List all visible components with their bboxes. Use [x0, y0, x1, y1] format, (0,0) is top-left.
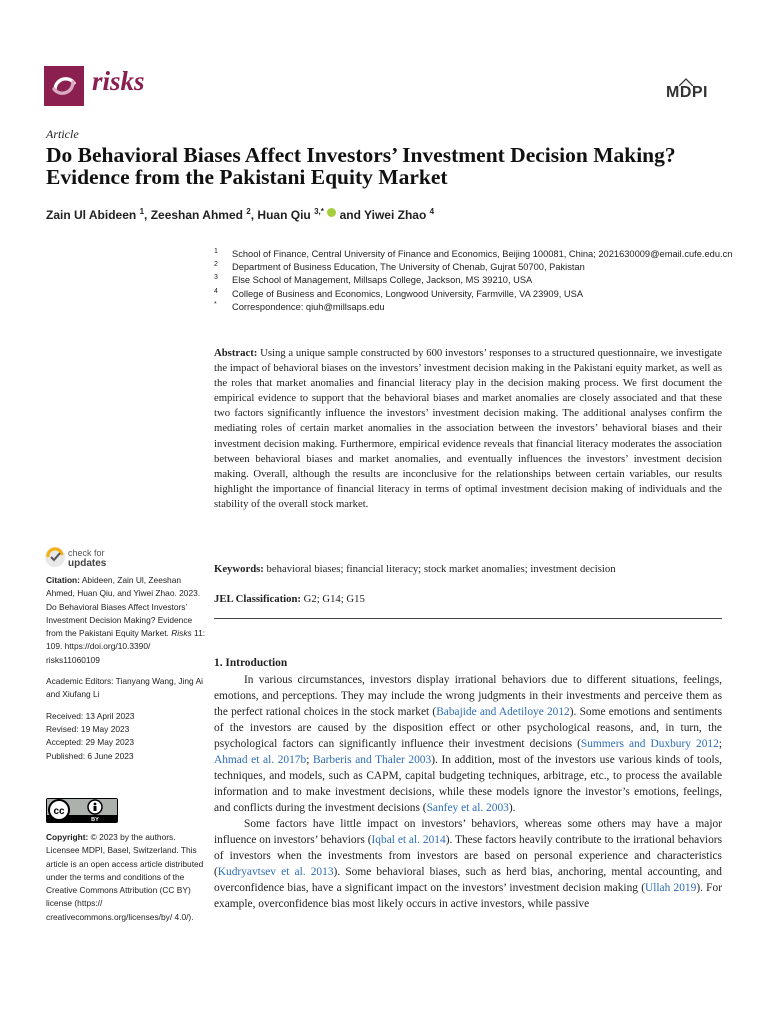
body-text: In various circumstances, investors display irrational behaviors due to different situations, feelings, emotions, and perceptions. They may include the wrong judgments in their investments and perceive them as the perfect rational choices in the stock market ( [214, 674, 722, 718]
check-for-updates-label[interactable] [68, 548, 106, 569]
citation-link[interactable]: Sanfey et al. 2003 [426, 802, 509, 814]
author-name: Zeeshan Ahmed [150, 208, 243, 222]
copyright-label: Copyright: [46, 832, 89, 842]
paper-title: Do Behavioral Biases Affect Investors’ Investment Decision Making? Evidence from the Pakistani Equity Market [46, 143, 676, 189]
body-text: ; [718, 738, 722, 750]
check-for-updates-icon[interactable] [44, 546, 66, 568]
author-affiliation-ref: 2 [246, 207, 251, 216]
svg-text:cc: cc [53, 806, 65, 817]
body-text: ). In addition, most of the investors use various kinds of tools, techniques, and models, such as CAPM, capital budgeting techniques, arbitrage, etc., to process the available information and to make investment decisions, while these models ignore the investor’s emotions, feelings, and conflicts during the investment decisions ( [214, 754, 722, 814]
revised-date: Revised: 19 May 2023 [46, 723, 130, 734]
affiliation-number: 1 [214, 248, 218, 255]
copyright-notice [46, 831, 204, 924]
author-affiliation-ref: 4 [429, 207, 435, 216]
received-date: Received: 13 April 2023 [46, 710, 135, 721]
citation-doi[interactable]: 11: 109. https://doi.org/10.3390/ risks11060109 [46, 628, 206, 665]
citation-link[interactable]: Iqbal et al. 2014 [371, 834, 446, 846]
citation-link[interactable]: Ullah 2019 [645, 882, 697, 894]
affiliation-number: 2 [214, 261, 218, 269]
affiliation-text: Correspondence: qiuh@millsaps.edu [232, 301, 385, 312]
body-text: ). Some emotions and sentiments of the investors are caused by the disposition effect or other psychological reasons, and, in turn, the psychological factors can significantly influence their investment decisions ( [214, 706, 723, 750]
affiliation-item [214, 274, 734, 287]
author-name: Yiwei Zhao [364, 208, 427, 222]
body-text: ). [508, 802, 516, 814]
citation-link[interactable]: Ahmad et al. 2017b [214, 754, 307, 766]
affiliation-item [214, 261, 734, 274]
body-text: ; [306, 754, 313, 766]
author-affiliation-ref: 1 [139, 207, 145, 216]
journal-logo-icon [44, 66, 84, 106]
orcid-icon[interactable] [327, 208, 336, 217]
paragraph [214, 816, 722, 912]
academic-editors: Academic Editors: Tianyang Wang, Jing Ai and Xiufang Li [46, 676, 204, 700]
published-date: Published: 6 June 2023 [46, 750, 134, 761]
affiliation-item [214, 288, 734, 301]
affiliation-text: School of Finance, Central University of Finance and Economics, Beijing 100081, China; 2021630009@email.cufe.edu.cn [232, 249, 733, 259]
author-list [46, 207, 434, 222]
author-separator: , [144, 208, 151, 222]
abstract-text: Using a unique sample constructed by 600 investors’ responses to a structured questionnaire, we investigate the impact of behavioral biases on the investors’ investment decision making in the Pakistani equity market, as well as the roles that market anomalies and financial literacy play in the decision making process. We first document the empirical evidence to support that the behavioral biases and market anomalies are closely associated and that these two factors significantly influence the investors’ investment decision making. The additional analyses confirm the mediating roles of certain market anomalies in the association between the investors’ behavioral biases and their investment decision making. Furthermore, empirical evidence reveals that financial literacy moderates the association between behavioral biases and market anomalies, and eventually influences the investors’ investment decision making. Overall, although the results are inconclusive for the relationships between certain variables, our results highlight the importance of financial literacy in terms of optimal investment decision making of individuals and the stability of the overall stock market. [214, 347, 722, 510]
author-separator: and [336, 208, 365, 222]
affiliation-text: Else School of Management, Millsaps College, Jackson, MS 39210, USA [232, 275, 533, 286]
check-line-1: check for [68, 548, 105, 558]
cc-by-license-icon[interactable] [46, 798, 118, 823]
author-name: Zain Ul Abideen [46, 208, 137, 222]
affiliation-number: 3 [214, 274, 218, 282]
keywords-label: Keywords: [214, 563, 264, 575]
publisher-logo [666, 84, 708, 102]
article-type: Article [46, 127, 79, 141]
affiliation-number: * [214, 300, 217, 308]
check-line-2: updates [68, 558, 107, 569]
citation-link[interactable]: Summers and Duxbury 2012 [580, 738, 719, 750]
section-heading: 1. Introduction [214, 657, 288, 669]
paragraph [214, 672, 722, 816]
abstract [214, 346, 722, 512]
jel-label: JEL Classification: [214, 593, 301, 605]
citation-text: Abideen, Zain Ul, Zeeshan Ahmed, Huan Qiu, and Yiwei Zhao. 2023. Do Behavioral Biases Affect Investors’ Investment Decision Making? Evidence from the Pakistani Equity Market. [46, 575, 201, 639]
cc-by-text: BY [91, 817, 99, 823]
affiliation-text: College of Business and Economics, Longwood University, Farmville, VA 23909, USA [232, 288, 584, 299]
accepted-date: Accepted: 29 May 2023 [46, 737, 134, 748]
introduction-body [214, 672, 722, 912]
body-text: Some factors have little impact on investors’ behaviors, whereas some others may have a major influence on investors’ behaviors ( [214, 818, 722, 846]
jel-text: G2; G14; G15 [303, 593, 365, 605]
affiliation-number: 4 [214, 287, 218, 295]
body-text: ). These factors heavily contribute to the irrational behaviors of investors when the investments from investors are based on personal experience and characteristics ( [214, 834, 722, 878]
author-name: Huan Qiu [257, 208, 311, 222]
author-affiliation-ref: 3,* [314, 207, 324, 216]
copyright-text: © 2023 by the authors. Licensee MDPI, Basel, Switzerland. This article is an open access article distributed under the terms and conditions of the Creative Commons Attribution (CC BY) license (https:// creativecommons.org/licenses/by/ 4.0/). [46, 832, 204, 922]
affiliations [214, 248, 734, 314]
body-text: ). For example, overconfidence bias most likely occurs in active investors, while passive [214, 882, 722, 910]
citation-journal: Risks [171, 628, 192, 639]
citation [46, 574, 206, 667]
citation-link[interactable]: Kudryavtsev et al. 2013 [217, 866, 334, 878]
journal-name: risks [92, 66, 145, 96]
affiliation-text: Department of Business Education, The University of Chenab, Gujrat 50700, Pakistan [232, 262, 585, 273]
author-separator: , [250, 208, 258, 222]
citation-link[interactable]: Barberis and Thaler 2003 [312, 754, 432, 766]
affiliation-item [214, 248, 734, 261]
affiliation-item [214, 301, 734, 314]
keywords-text: behavioral biases; financial literacy; stock market anomalies; investment decision [266, 563, 616, 575]
publisher-name: MDPI [666, 84, 708, 101]
citation-label: Citation: [46, 575, 80, 585]
section-divider [214, 618, 722, 619]
keywords [214, 563, 722, 575]
body-text: ). Some behavioral biases, such as herd bias, anchoring, mental accounting, and overconfidence bias, have a significant impact on the investors’ investment decision making ( [214, 866, 722, 894]
article-info-sidebar [46, 574, 206, 763]
citation-link[interactable]: Babajide and Adetiloye 2012 [436, 706, 570, 718]
jel-classification [214, 593, 722, 605]
abstract-label: Abstract: [214, 347, 258, 359]
